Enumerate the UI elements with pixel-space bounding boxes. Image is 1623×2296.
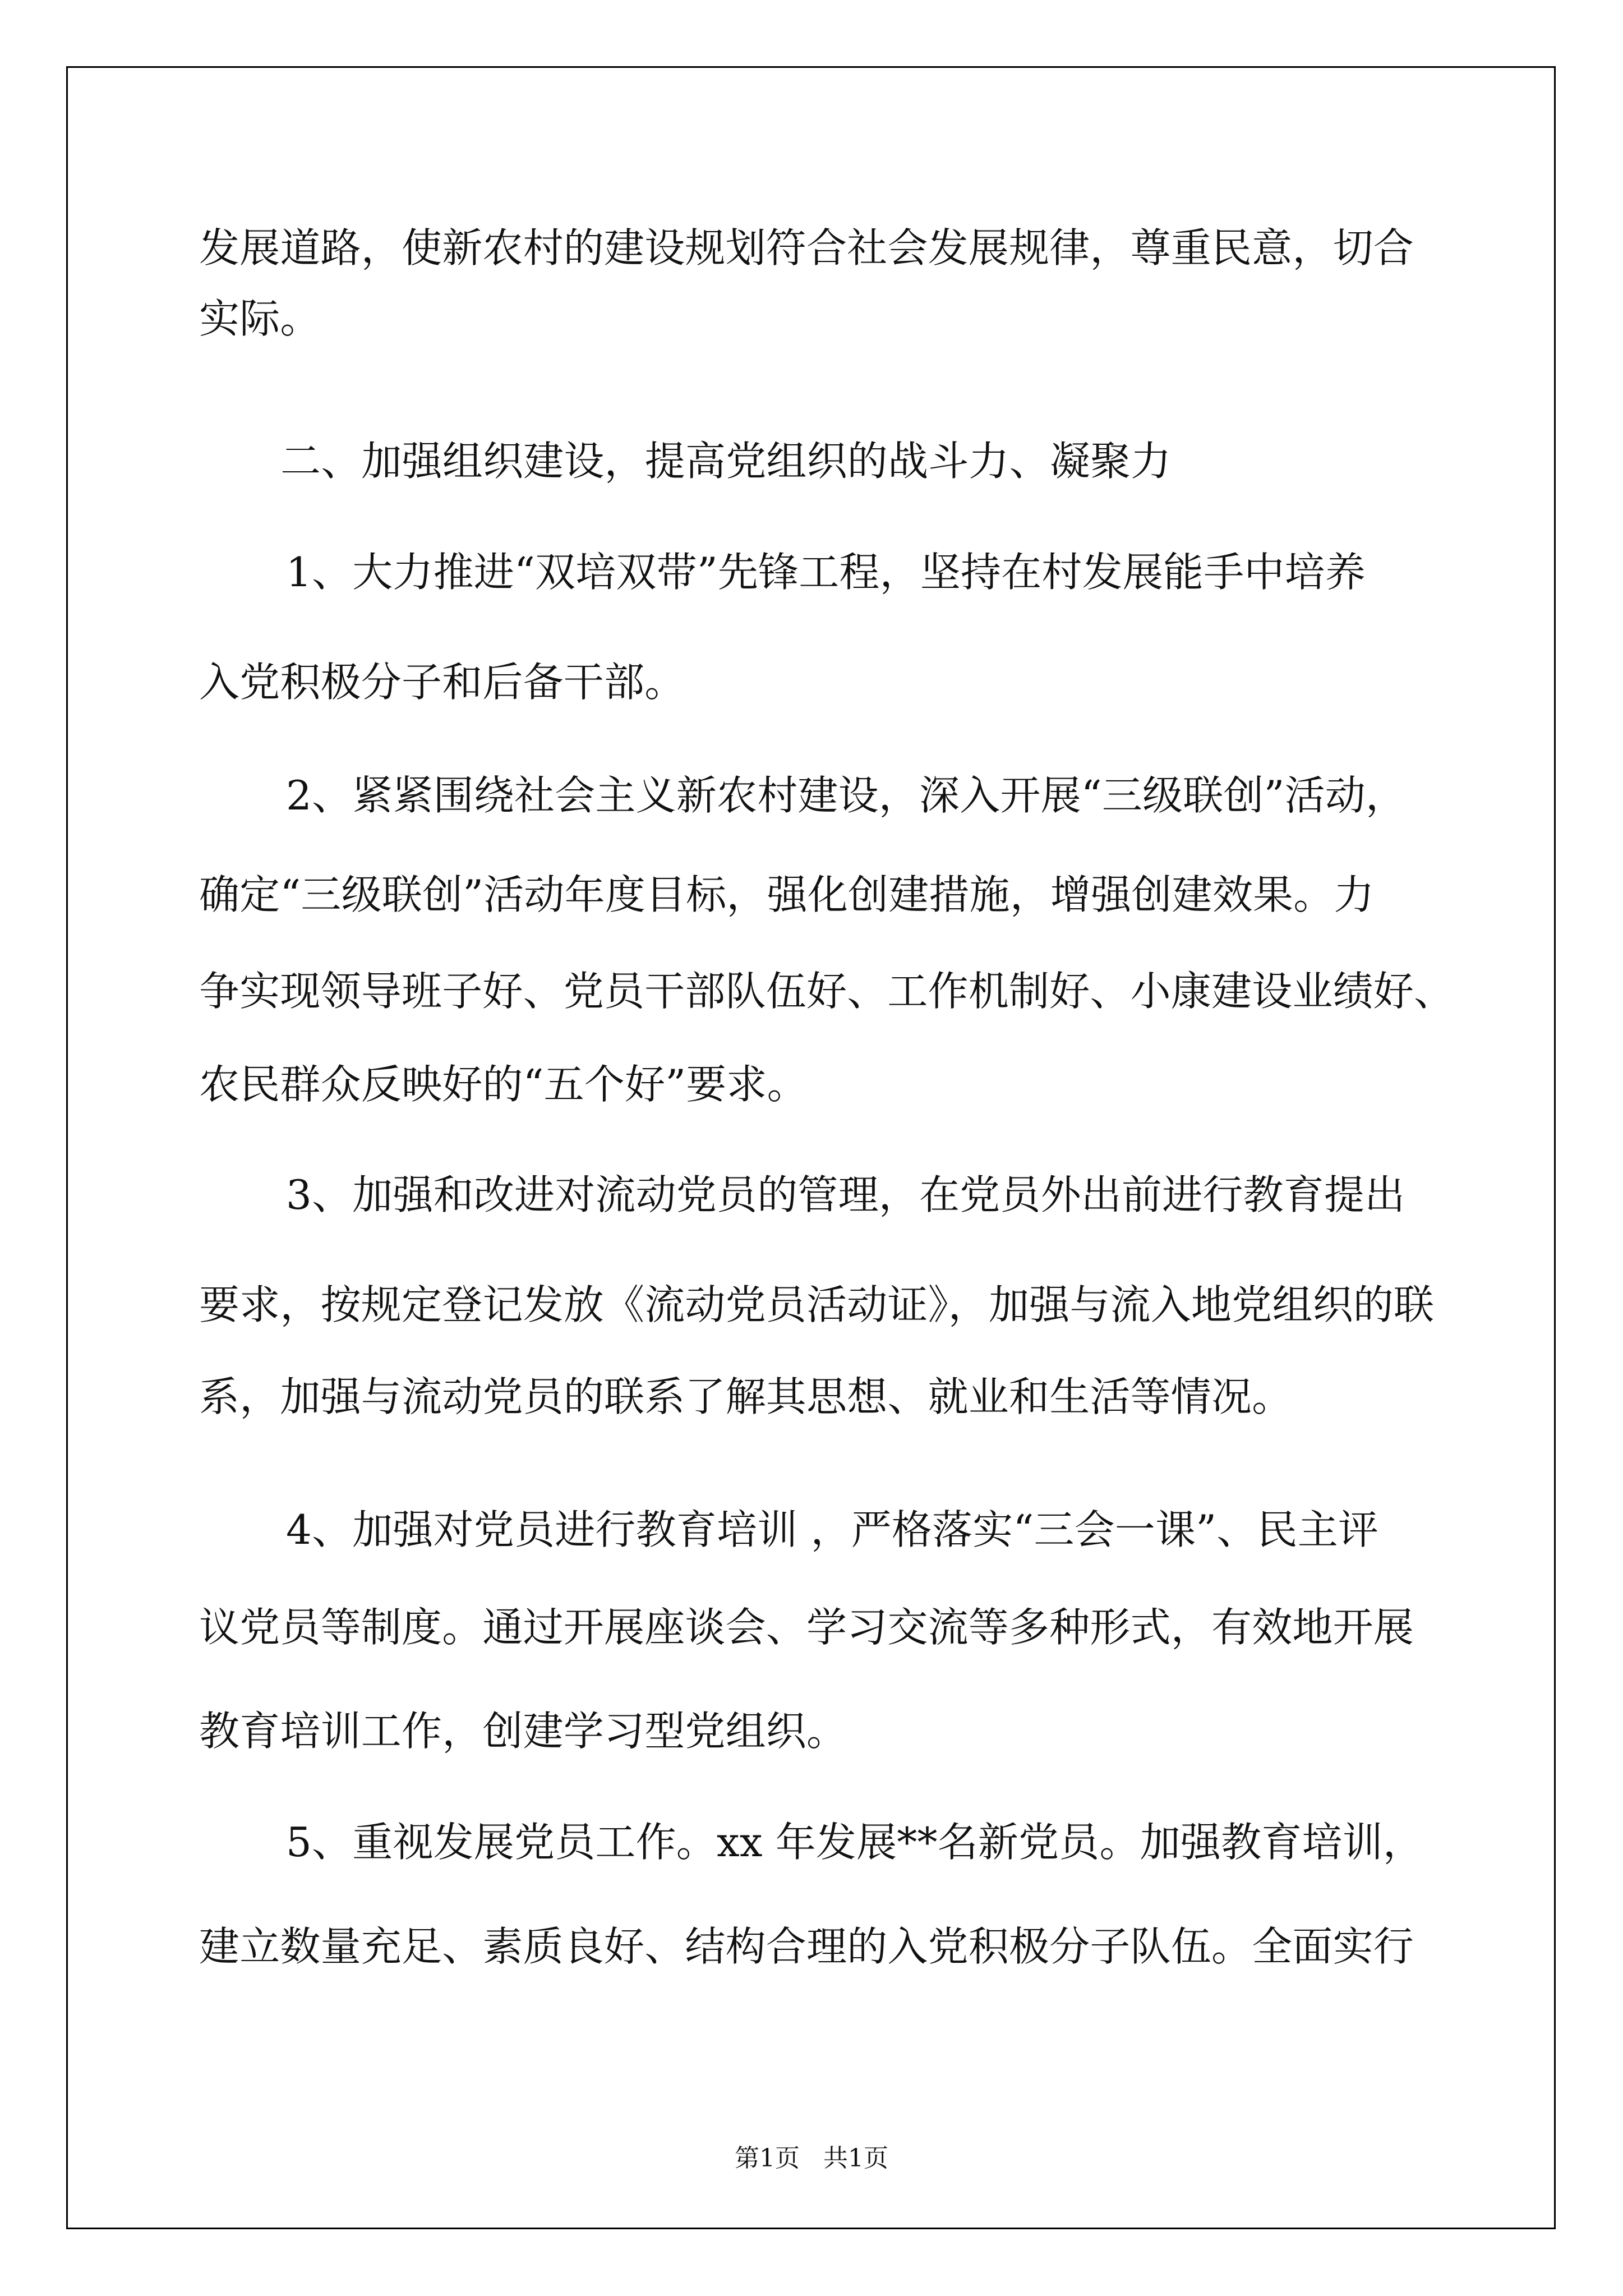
text-line: 教育培训工作，创建学习型党组织。 (199, 1708, 847, 1755)
text-line: 4、加强对党员进行教育培训 ，严格落实“三会一课”、民主评 (286, 1506, 1379, 1553)
page-border (66, 66, 1556, 2229)
text-line: 1、大力推进“双培双带”先锋工程，坚持在村发展能手中培养 (286, 549, 1366, 596)
text-line: 系，加强与流动党员的联系了解其思想、就业和生活等情况。 (199, 1373, 1293, 1420)
text-line: 5、重视发展党员工作。xx 年发展**名新党员。加强教育培训， (286, 1819, 1424, 1866)
text-line: 2、紧紧围绕社会主义新农村建设，深入开展“三级联创”活动， (286, 772, 1407, 819)
text-line: 议党员等制度。通过开展座谈会、学习交流等多种形式，有效地开展 (199, 1604, 1414, 1651)
text-line: 争实现领导班子好、党员干部队伍好、工作机制好、小康建设业绩好、 (199, 968, 1455, 1015)
text-line: 农民群众反映好的“五个好”要求。 (199, 1061, 808, 1108)
text-line: 3、加强和改进对流动党员的管理，在党员外出前进行教育提出 (286, 1171, 1405, 1218)
text-line: 建立数量充足、素质良好、结构合理的入党积极分子队伍。全面实行 (199, 1923, 1414, 1970)
text-line: 要求，按规定登记发放《流动党员活动证》，加强与流入地党组织的联 (199, 1281, 1435, 1328)
text-line: 发展道路，使新农村的建设规划符合社会发展规律，尊重民意，切合 (199, 224, 1414, 272)
text-line: 实际。 (199, 295, 321, 342)
text-line: 入党积极分子和后备干部。 (199, 659, 685, 706)
text-line: 确定“三级联创”活动年度目标，强化创建措施，增强创建效果。力 (199, 871, 1375, 918)
section-heading: 二、加强组织建设，提高党组织的战斗力、凝聚力 (280, 438, 1172, 485)
page-number-footer: 第1页 共1页 (735, 2144, 888, 2173)
